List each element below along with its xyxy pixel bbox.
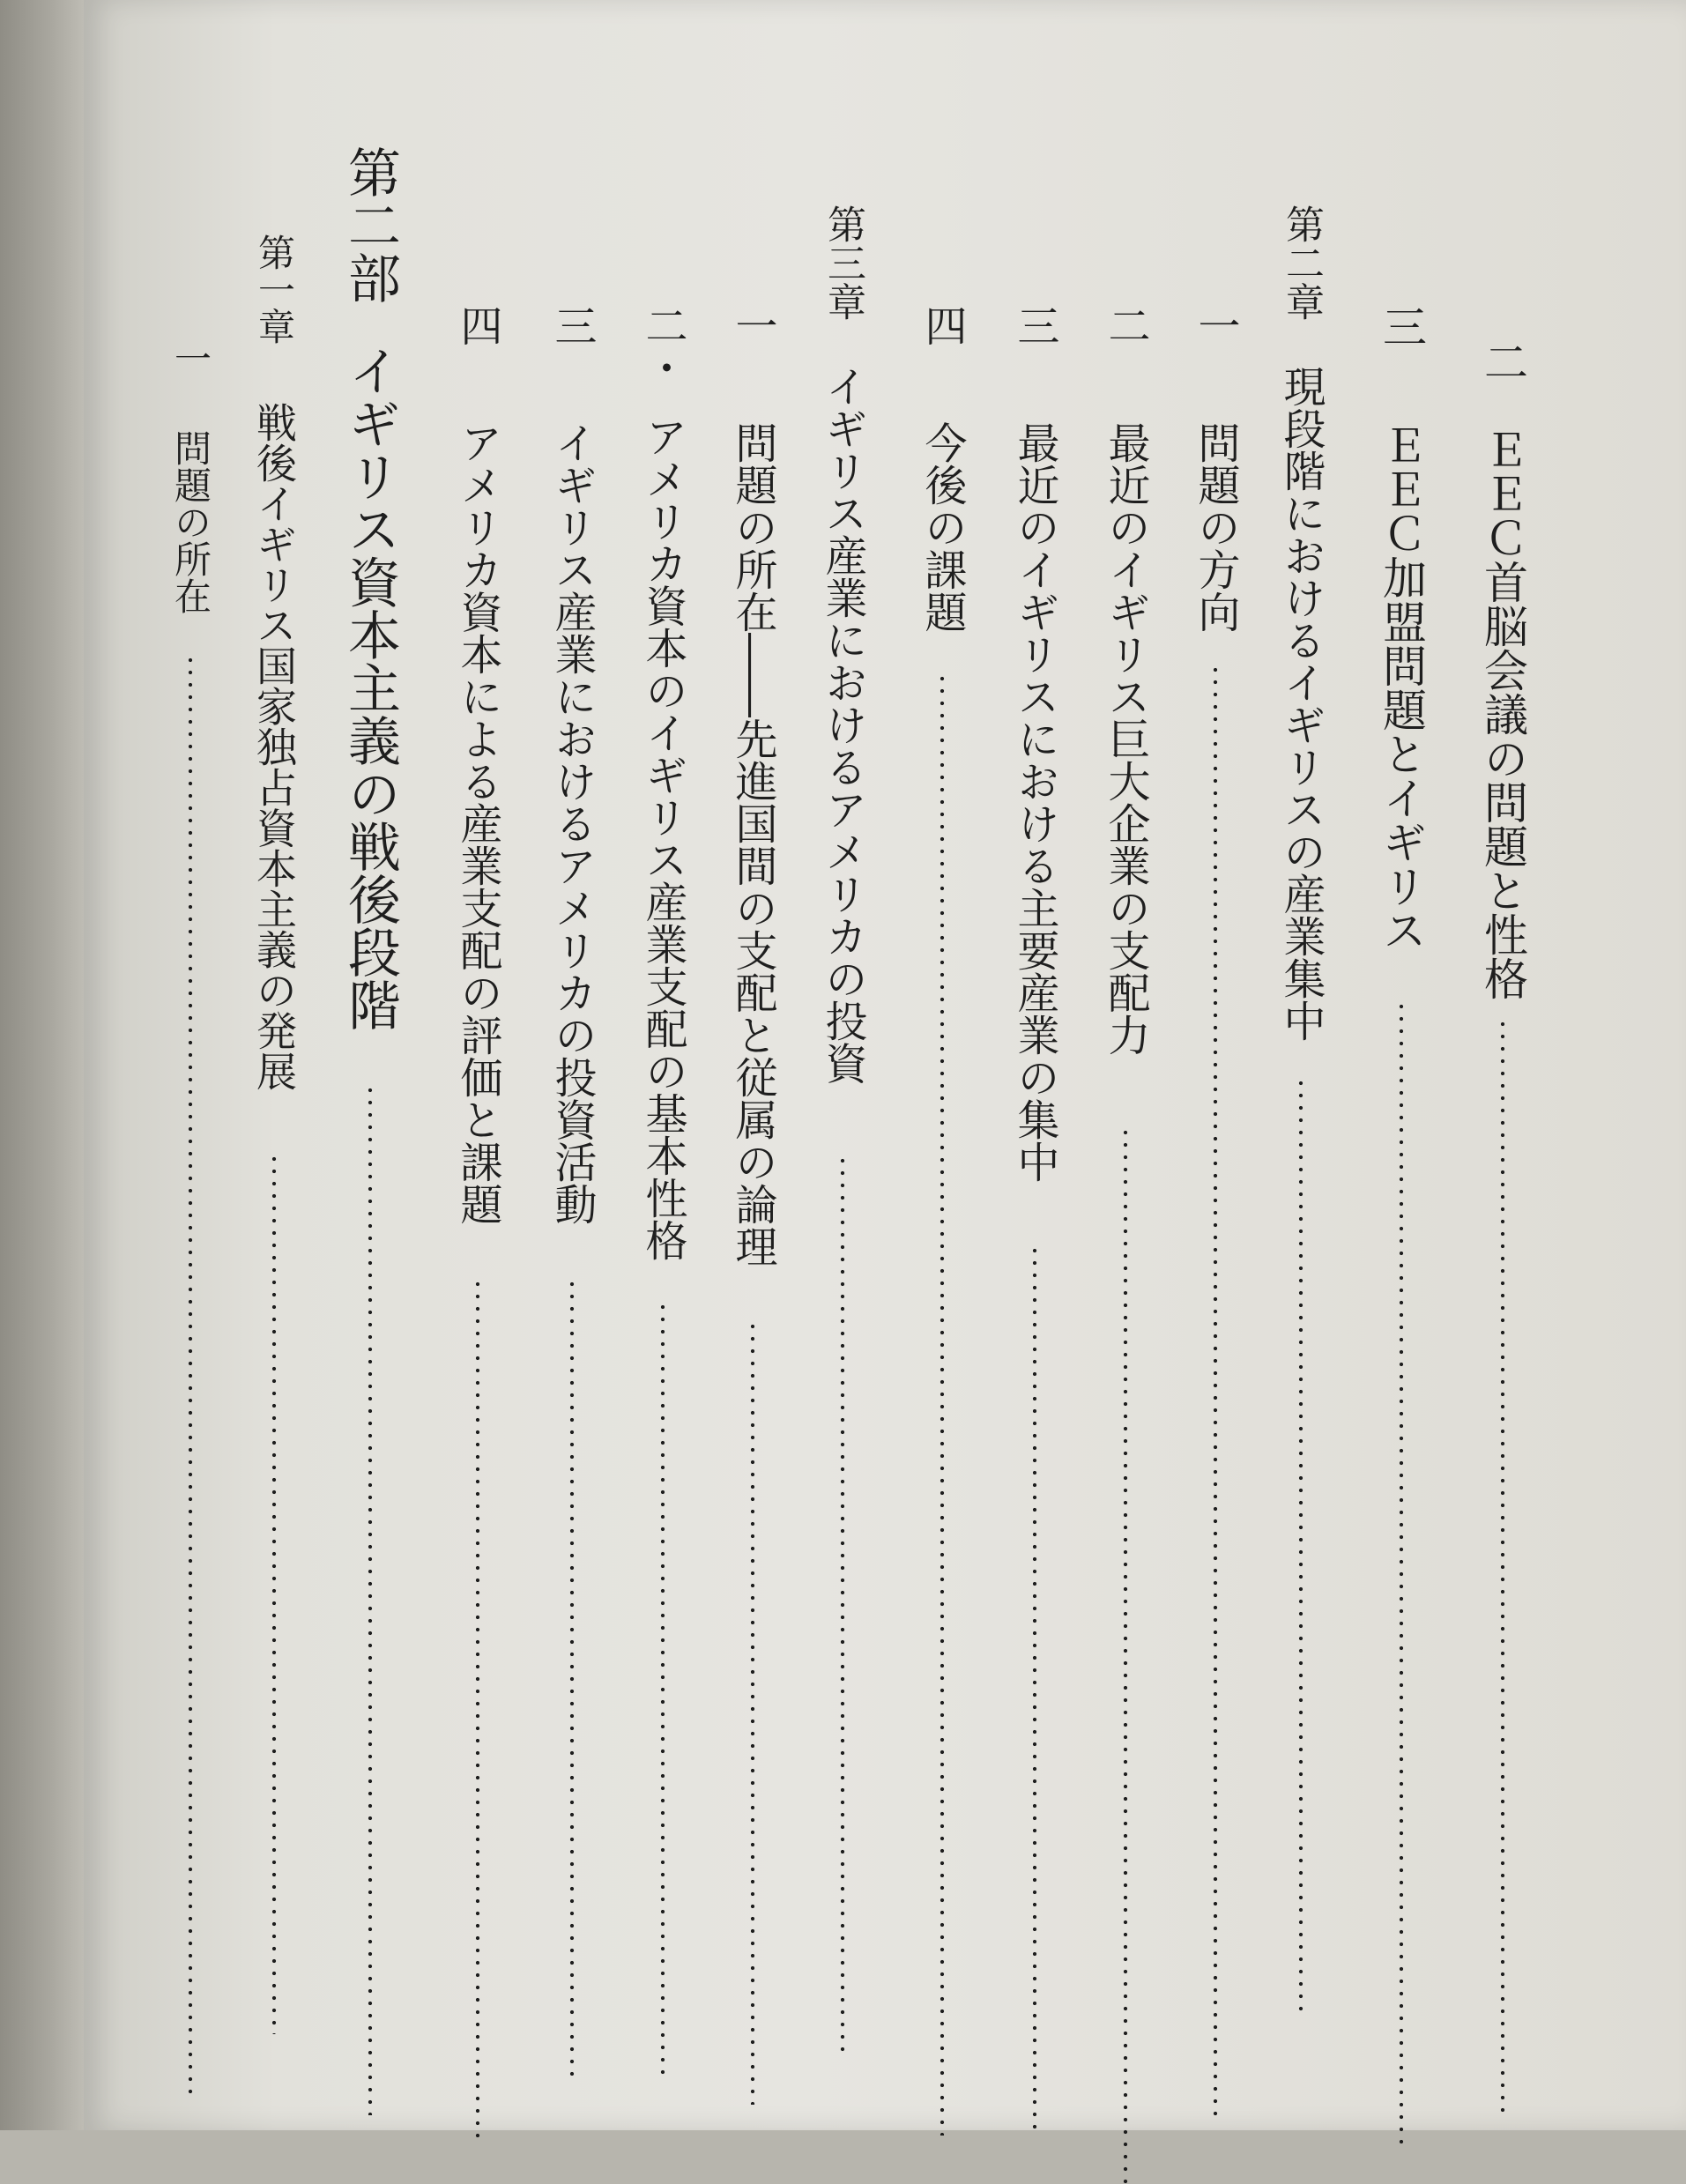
dot-leader	[1123, 1126, 1128, 2184]
dot-leader	[368, 1084, 373, 2115]
toc-marker: 一	[169, 339, 212, 376]
dot-leader	[1213, 664, 1218, 2118]
toc-title: 最近のイギリスにおける主要産業の集中	[1010, 421, 1059, 1183]
dot-leader	[1298, 1077, 1303, 2011]
toc-title: アメリカ資本による産業支配の評価と課題	[453, 421, 502, 1225]
toc-title: 最近のイギリス巨大企業の支配力	[1101, 421, 1150, 1056]
toc-title: 今後の課題	[917, 421, 967, 633]
book-page	[84, 0, 1686, 2130]
toc-title: イギリス産業におけるアメリカの投資活動	[547, 421, 597, 1225]
toc-line	[1010, 304, 1059, 2135]
toc-line	[917, 304, 967, 2136]
toc-line	[1276, 204, 1326, 2011]
dot-leader	[1399, 1000, 1404, 2146]
toc-title: 問題の方向	[1191, 421, 1240, 633]
dot-leader	[840, 1155, 845, 2054]
dot-leader	[475, 1278, 480, 2137]
toc-title: イギリス資本主義の戦後段階	[339, 344, 401, 1031]
toc-line	[169, 339, 212, 2099]
dot-leader	[750, 1320, 755, 2105]
toc-line	[1191, 304, 1240, 2118]
toc-line	[547, 304, 597, 2076]
book-spine-shadow	[0, 0, 93, 2130]
toc-title: アメリカ資本のイギリス産業支配の基本性格	[638, 415, 687, 1261]
toc-marker: 三	[1010, 304, 1059, 346]
toc-title: イギリス産業におけるアメリカの投資	[818, 365, 867, 1084]
toc-marker: 四	[917, 304, 967, 346]
toc-title: ＥＥＣ首脳会議の問題と性格	[1477, 427, 1528, 1000]
toc-title: 問題の所在	[169, 429, 212, 614]
toc-line	[1101, 304, 1150, 2184]
toc-marker: 二	[1477, 339, 1528, 383]
toc-marker: 一	[728, 304, 777, 346]
toc-line	[728, 304, 777, 2105]
toc-line	[250, 234, 298, 2034]
toc-title: ＥＥＣ加盟問題とイギリス	[1376, 423, 1427, 952]
toc-chapter-label: 第一章	[253, 234, 296, 345]
toc-title: 戦後イギリス国家独占資本主義の発展	[250, 402, 298, 1091]
toc-line	[1477, 339, 1528, 2120]
dot-leader	[188, 654, 193, 2099]
toc-marker: 一	[1191, 304, 1240, 346]
toc-line	[638, 304, 687, 2076]
toc-chapter-label: 第二章	[1279, 204, 1324, 321]
toc-title: 問題の所在――先進国間の支配と従属の論理	[728, 421, 777, 1267]
toc-line	[1376, 304, 1427, 2146]
toc-marker: 三	[1376, 304, 1427, 348]
toc-marker: 三	[547, 304, 597, 346]
dot-leader	[940, 672, 945, 2136]
toc-line	[453, 304, 502, 2137]
dot-leader	[569, 1278, 575, 2076]
toc-chapter-label: 第三章	[821, 204, 865, 321]
toc-marker: 四	[453, 304, 502, 346]
toc-title: 現段階におけるイギリスの産業集中	[1276, 365, 1326, 1042]
dot-leader	[1500, 1018, 1505, 2120]
toc-line	[339, 145, 401, 2115]
dot-leader	[271, 1153, 277, 2034]
dot-leader	[660, 1301, 665, 2076]
toc-line	[818, 204, 867, 2054]
toc-part-label: 第二部	[339, 145, 401, 304]
toc-marker: 二・	[638, 304, 687, 389]
toc-marker: 二	[1101, 304, 1150, 346]
dot-leader	[1032, 1244, 1037, 2135]
